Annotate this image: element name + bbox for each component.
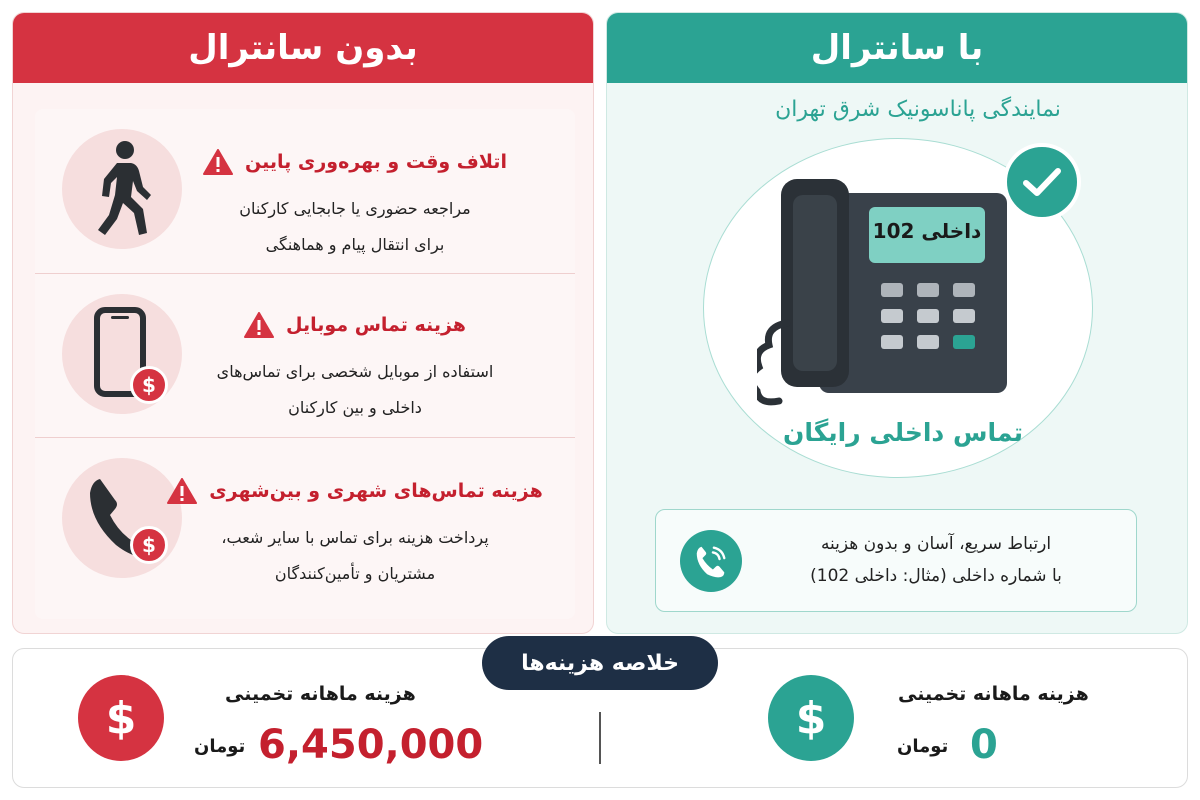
cost-left-value: 6,450,000	[258, 722, 484, 768]
cost-right-unit: تومان	[897, 736, 949, 757]
summary-divider	[599, 712, 601, 764]
cost-summary-title: خلاصه هزینه‌ها	[482, 636, 718, 690]
issue-title: اتلاف وقت و بهره‌وری پایین	[155, 149, 555, 175]
issue-title: هزینه تماس موبایل	[155, 312, 555, 338]
warning-icon	[203, 149, 233, 175]
cost-right-value: 0	[970, 722, 998, 768]
issue-description: استفاده از موبایل شخصی برای تماس‌های داخلی و بین کارکنان	[216, 362, 494, 417]
free-call-label: تماس داخلی رایگان	[783, 418, 1023, 447]
warning-icon	[167, 478, 197, 504]
desk-phone-icon	[757, 173, 1017, 413]
representative-name: نمایندگی پاناسونیک شرق تهران	[775, 97, 1061, 122]
dollar-icon: $	[768, 675, 854, 761]
without-pbx-title: بدون سانترال	[13, 13, 593, 83]
dollar-icon: $	[130, 366, 168, 404]
issue-description: مراجعه حضوری یا جابجایی کارکنان برای انتقال پیام و هماهنگی	[239, 199, 471, 254]
list-item	[35, 437, 575, 602]
dollar-icon: $	[78, 675, 164, 761]
list-item	[35, 109, 575, 274]
issues-list	[35, 109, 575, 619]
without-pbx-panel	[12, 12, 594, 634]
check-icon	[1003, 143, 1081, 221]
issue-title: هزینه تماس‌های شهری و بین‌شهری	[155, 478, 555, 504]
with-pbx-panel	[606, 12, 1188, 634]
benefit-box	[655, 509, 1137, 612]
cost-right-label: هزینه ماهانه تخمینی	[898, 683, 1089, 705]
warning-icon	[244, 312, 274, 338]
cost-left-label: هزینه ماهانه تخمینی	[225, 683, 416, 705]
phone-screen-text: داخلی 102	[872, 219, 982, 243]
list-item	[35, 273, 575, 438]
phone-call-icon	[680, 530, 742, 592]
cost-left-unit: تومان	[194, 736, 246, 757]
issue-description: پرداخت هزینه برای تماس با سایر شعب، مشتریان و تأمین‌کنندگان	[221, 528, 489, 583]
benefit-description: ارتباط سریع، آسان و بدون هزینه با شماره داخلی (مثال: داخلی 102)	[810, 534, 1062, 586]
dollar-icon: $	[130, 526, 168, 564]
with-pbx-title: با سانترال	[607, 13, 1187, 83]
